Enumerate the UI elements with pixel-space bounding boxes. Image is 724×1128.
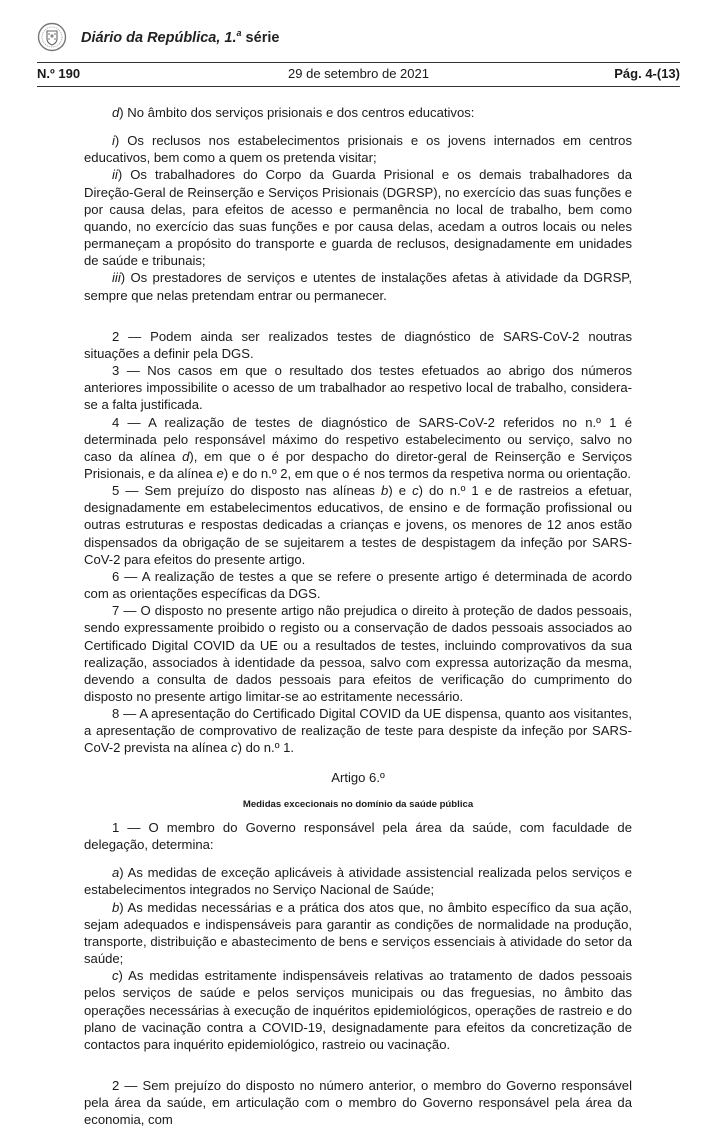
paragraph: 7 — O disposto no presente artigo não prejudica o direito à proteção de dados pessoais, sendo expressamente proibido o registo ou a conservação de dados pessoais associados ao Certificado Digital COVID da UE ou a resultados de testes, incluindo comprovativos da sua realização, associados à identidade da pessoa, salvo com expressa autorização da mesma, devendo a consulta de dados pessoais para efeitos de verificação do cumprimento do disposto no presente artigo limitar-se ao estritamente necessário.	[84, 603, 632, 704]
paragraph: iii) Os prestadores de serviços e utentes de instalações afetas à atividade da DGRSP, sempre que nelas pretendam entrar ou permanecer.	[84, 270, 632, 303]
paragraph: 8 — A apresentação do Certificado Digital COVID da UE dispensa, quanto aos visitantes, a apresentação de comprovativo de realização de teste para despiste da infeção por SARS-CoV-2 prevista na alínea c) do n.º 1.	[84, 706, 632, 756]
paragraph: 2 — Podem ainda ser realizados testes de diagnóstico de SARS-CoV-2 noutras situações a definir pela DGS.	[84, 328, 632, 361]
running-header	[37, 66, 680, 84]
document-body	[84, 104, 632, 1128]
issue-date: 29 de setembro de 2021	[288, 66, 429, 81]
issue-number: N.º 190	[37, 66, 81, 81]
paragraph: 3 — Nos casos em que o resultado dos testes efetuados ao abrigo dos números anteriores impossibilite o acesso de um trabalhador ao respetivo local de trabalho, considera-se a falta justificada.	[84, 363, 632, 413]
paragraph: i) Os reclusos nos estabelecimentos prisionais e os jovens internados em centros educativos, bem como a quem os pretenda visitar;	[84, 133, 632, 166]
paragraph: 2 — Sem prejuízo do disposto no número anterior, o membro do Governo responsável pela área da saúde, em articulação com o membro do Governo responsável pela área da economia, com	[84, 1077, 632, 1128]
paragraph: a) As medidas de exceção aplicáveis à atividade assistencial realizada pelos serviços e estabelecimentos integrados no Serviço Nacional de Saúde;	[84, 865, 632, 898]
paragraph: 4 — A realização de testes de diagnóstico de SARS-CoV-2 referidos no n.º 1 é determinada pelo responsável máximo do respetivo estabelecimento ou serviço, salvo no caso da alínea d), em que o é por despacho do diretor-geral de Reinserção e Serviços Prisionais, e da alínea e) e do n.º 2, em que o é nos termos da respetiva norma ou orientação.	[84, 414, 632, 481]
article-title: Artigo 6.º	[331, 769, 385, 785]
paragraph: 1 — O membro do Governo responsável pela área da saúde, com faculdade de delegação, determina:	[84, 819, 632, 853]
header-rule-top	[37, 62, 680, 63]
paragraph: 5 — Sem prejuízo do disposto nas alíneas b) e c) do n.º 1 e de rastreios a efetuar, designadamente em estabelecimentos educativos, de ensino e de formação profissional ou outras estruturas e respostas dedicadas a crianças e jovens, os menores de 12 anos estão dispensados da obrigação de se sujeitarem a testes de despistagem da infeção por SARS-CoV-2 para efeitos do presente artigo.	[84, 483, 633, 567]
paragraph: ii) Os trabalhadores do Corpo da Guarda Prisional e os demais trabalhadores da Direção-Geral de Reinserção e Serviços Prisionais (DGRSP), no exercício das suas funções e por causa delas, para efeitos de acesso e permanência no local de trabalho, bem como quando, no exercício das suas funções e por causa delas, acedam a outros locais ou neles permaneçam a propósito do transporte e guarda de reclusos, designadamente em unidades de saúde e tribunais;	[84, 167, 632, 269]
article-subtitle: Medidas excecionais no domínio da saúde pública	[242, 798, 474, 810]
paragraph: d) No âmbito dos serviços prisionais e dos centros educativos:	[112, 105, 475, 120]
paragraph: c) As medidas estritamente indispensáveis relativas ao tratamento de dados pessoais pelos serviços de saúde e pelos serviços municipais ou das freguesias, no âmbito das operações necessárias à execução de inquéritos epidemiológicos, operações de rastreio e do plano de vacinação contra a COVID-19, designadamente para efeitos da concretização de contactos para inquérito epidemiológico, rastreio ou vacinação.	[84, 968, 632, 1052]
masthead	[37, 22, 279, 52]
publication-title: Diário da República, 1.$^a$ série	[81, 28, 280, 46]
page-number: Pág. 4-(13)	[614, 66, 680, 81]
paragraph: b) As medidas necessárias e a prática dos atos que, no âmbito específico da sua ação, sejam adequados e indispensáveis para garantir as condições de normalidade na produção, transporte, distribuição e abastecimento de bens e serviços essenciais à atividade do setor da saúde;	[84, 899, 632, 967]
coat-of-arms-seal-icon	[37, 22, 67, 52]
header-rule-bottom	[37, 86, 680, 87]
paragraph: 6 — A realização de testes a que se refere o presente artigo é determinada de acordo com as orientações específicas da DGS.	[84, 568, 632, 602]
